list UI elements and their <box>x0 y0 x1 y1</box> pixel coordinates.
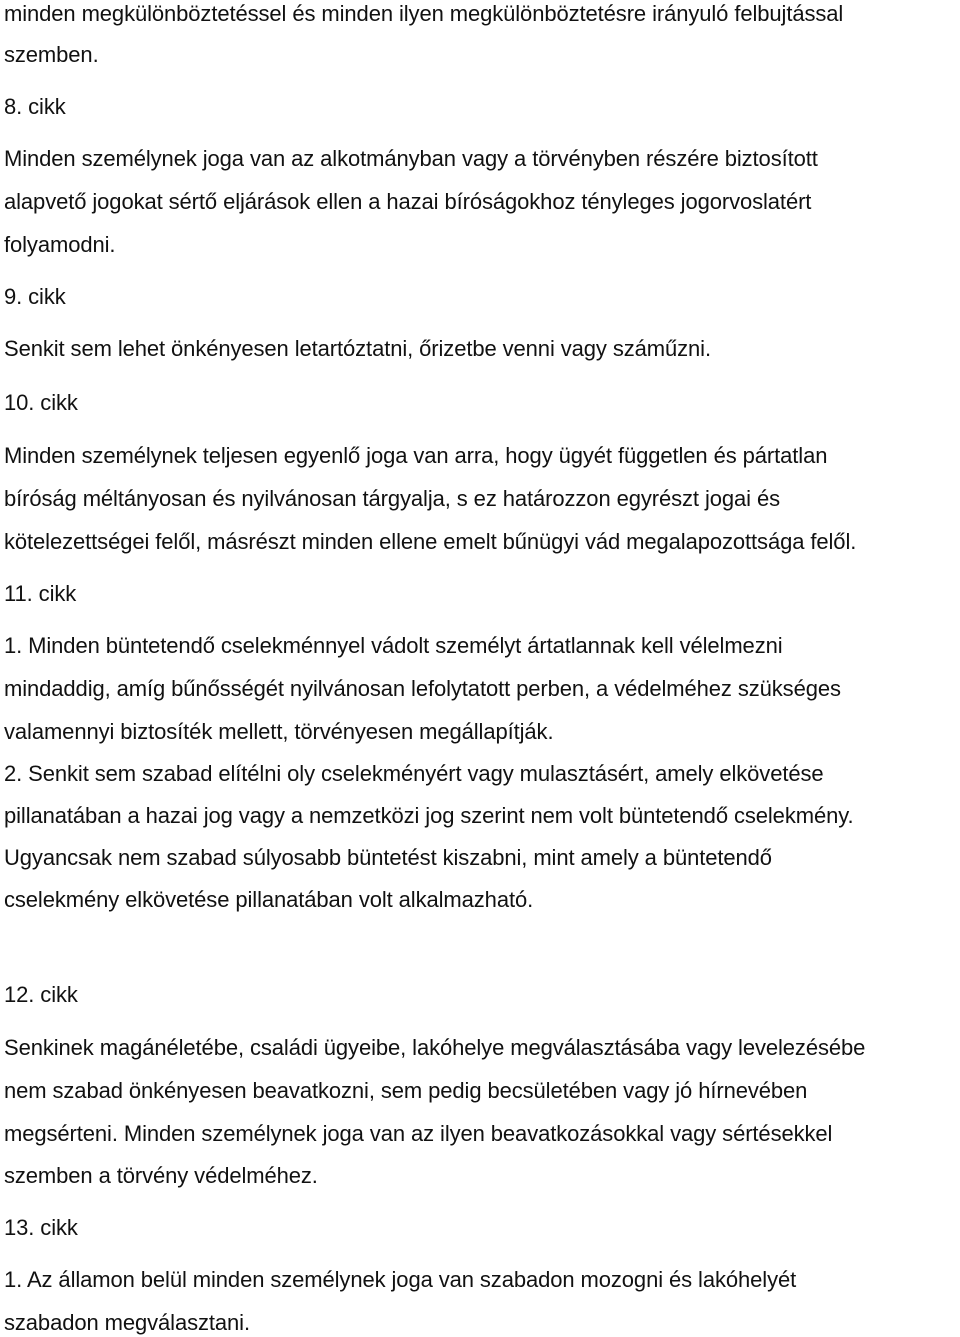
paragraph-line: valamennyi biztosíték mellett, törvényesen megállapítják. <box>4 719 554 744</box>
paragraph-line: minden megkülönböztetéssel és minden ilyen megkülönböztetésre irányuló felbujtással <box>4 1 844 26</box>
article-heading: 12. cikk <box>4 982 78 1007</box>
paragraph-line: 1. Minden büntetendő cselekménnyel vádolt személyt ártatlannak kell vélelmezni <box>4 633 783 658</box>
paragraph-line: kötelezettségei felől, másrészt minden ellene emelt bűnügyi vád megalapozottsága felől. <box>4 529 857 554</box>
paragraph-line: 1. Az államon belül minden személynek joga van szabadon mozogni és lakóhelyét <box>4 1267 797 1292</box>
article-heading: 9. cikk <box>4 284 66 309</box>
paragraph-line: pillanatában a hazai jog vagy a nemzetközi jog szerint nem volt büntetendő cselekmény. <box>4 803 854 828</box>
paragraph-line: Senkit sem lehet önkényesen letartóztatni, őrizetbe venni vagy száműzni. <box>4 336 711 361</box>
paragraph-line: Minden személynek teljesen egyenlő joga van arra, hogy ügyét független és pártatlan <box>4 443 828 468</box>
paragraph-line: alapvető jogokat sértő eljárások ellen a hazai bíróságokhoz tényleges jogorvoslatért <box>4 189 812 214</box>
paragraph-line: szemben a törvény védelméhez. <box>4 1163 318 1188</box>
paragraph-line: cselekmény elkövetése pillanatában volt alkalmazható. <box>4 887 534 912</box>
article-heading: 10. cikk <box>4 390 78 415</box>
paragraph-line: bíróság méltányosan és nyilvánosan tárgyalja, s ez határozzon egyrészt jogai és <box>4 486 780 511</box>
paragraph-line: mindaddig, amíg bűnősségét nyilvánosan lefolytatott perben, a védelméhez szükséges <box>4 676 841 701</box>
article-heading: 13. cikk <box>4 1215 78 1240</box>
paragraph-line: Senkinek magánéletébe, családi ügyeibe, lakóhelye megválasztásába vagy levelezésébe <box>4 1035 866 1060</box>
paragraph-line: folyamodni. <box>4 232 116 257</box>
paragraph-line: megsérteni. Minden személynek joga van az ilyen beavatkozásokkal vagy sértésekkel <box>4 1121 833 1146</box>
paragraph-line: szabadon megválasztani. <box>4 1310 250 1335</box>
article-heading: 11. cikk <box>4 581 77 606</box>
paragraph-line: Ugyancsak nem szabad súlyosabb büntetést kiszabni, mint amely a büntetendő <box>4 845 772 870</box>
paragraph-line: szemben. <box>4 42 99 67</box>
article-heading: 8. cikk <box>4 94 66 119</box>
paragraph-line: Minden személynek joga van az alkotmányban vagy a törvényben részére biztosított <box>4 146 818 171</box>
paragraph-line: nem szabad önkényesen beavatkozni, sem pedig becsületében vagy jó hírnevében <box>4 1078 808 1103</box>
paragraph-line: 2. Senkit sem szabad elítélni oly cselekményért vagy mulasztásért, amely elkövetése <box>4 761 824 786</box>
